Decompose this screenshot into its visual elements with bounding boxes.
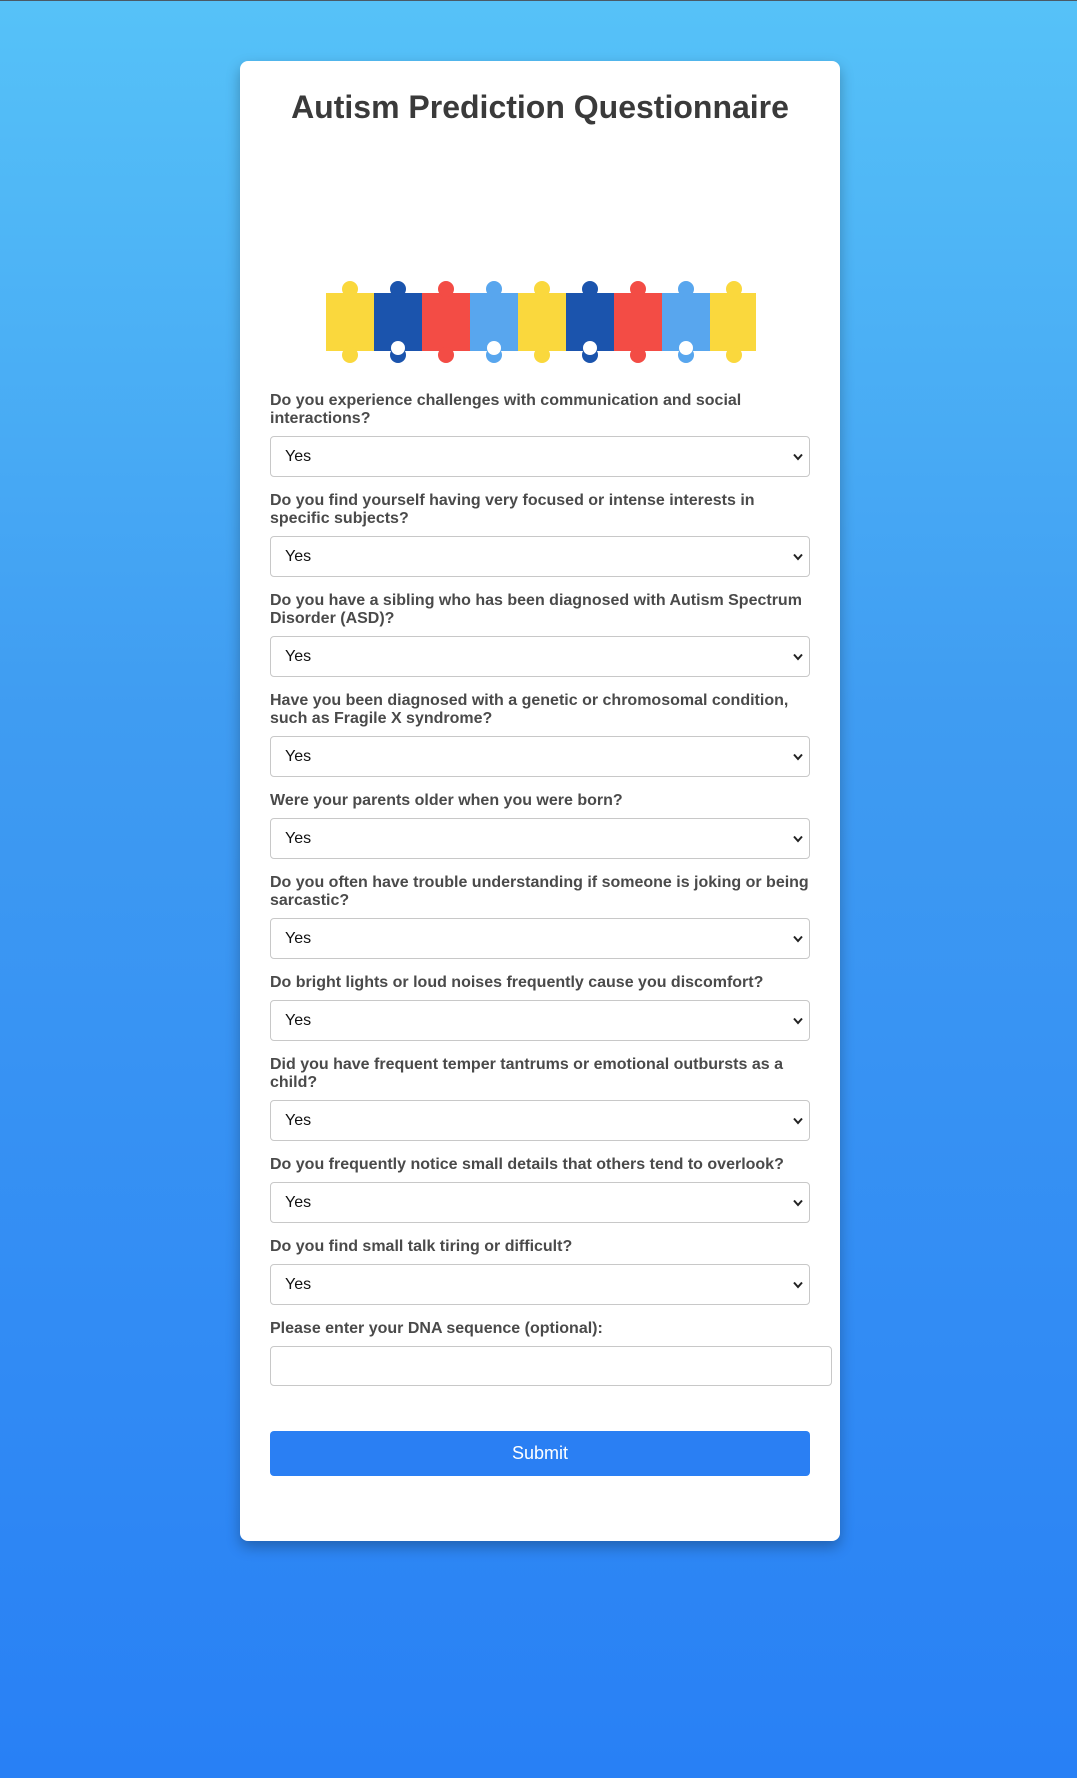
- puzzle-hole: [391, 341, 405, 355]
- question-field: [270, 692, 810, 777]
- question-field: [270, 792, 810, 859]
- dna-sequence-input[interactable]: [270, 1346, 832, 1386]
- page-title: Autism Prediction Questionnaire: [291, 89, 789, 125]
- puzzle-hole: [487, 341, 501, 355]
- question-select[interactable]: [270, 1100, 810, 1141]
- puzzle-hole: [583, 341, 597, 355]
- chevron-down-icon: [791, 1277, 805, 1293]
- chevron-down-icon: [791, 931, 805, 947]
- puzzle-hole: [679, 341, 693, 355]
- select-value: Yes: [285, 1112, 312, 1129]
- question-label: Do you experience challenges with communication and social interactions?: [270, 392, 742, 427]
- question-field: [270, 874, 810, 959]
- question-list: [270, 392, 810, 1305]
- question-label: Were your parents older when you were born?: [270, 792, 623, 809]
- select-value: Yes: [285, 548, 312, 565]
- question-field: [270, 492, 810, 577]
- question-select[interactable]: [270, 436, 810, 477]
- question-select[interactable]: [270, 1264, 810, 1305]
- window-top-border: [0, 0, 1077, 1]
- question-label: Do you find small talk tiring or difficult?: [270, 1238, 573, 1255]
- chevron-down-icon: [791, 549, 805, 565]
- question-field: [270, 1156, 810, 1223]
- chevron-down-icon: [791, 649, 805, 665]
- chevron-down-icon: [791, 1113, 805, 1129]
- question-field: [270, 392, 810, 477]
- question-label: Do you often have trouble understanding if someone is joking or being sarcastic?: [270, 874, 809, 909]
- question-label: Have you been diagnosed with a genetic or chromosomal condition, such as Fragile X syndrome?: [270, 692, 789, 727]
- question-field: [270, 592, 810, 677]
- questionnaire-form: [270, 392, 810, 1476]
- question-field: [270, 974, 810, 1041]
- submit-button[interactable]: Submit: [270, 1431, 810, 1476]
- puzzle-pieces-icon: [324, 211, 756, 371]
- questionnaire-card: [240, 61, 840, 1541]
- select-value: Yes: [285, 1012, 312, 1029]
- select-value: Yes: [285, 748, 312, 765]
- question-label: Do bright lights or loud noises frequently cause you discomfort?: [270, 974, 764, 991]
- dna-label: Please enter your DNA sequence (optional):: [270, 1320, 603, 1337]
- dna-field: [270, 1320, 810, 1386]
- question-select[interactable]: [270, 918, 810, 959]
- chevron-down-icon: [791, 1013, 805, 1029]
- select-value: Yes: [285, 930, 312, 947]
- select-value: Yes: [285, 830, 312, 847]
- question-field: [270, 1056, 810, 1141]
- question-select[interactable]: [270, 536, 810, 577]
- question-label: Did you have frequent temper tantrums or emotional outbursts as a child?: [270, 1056, 783, 1091]
- question-select[interactable]: [270, 736, 810, 777]
- question-field: [270, 1238, 810, 1305]
- select-value: Yes: [285, 1276, 312, 1293]
- question-select[interactable]: [270, 636, 810, 677]
- chevron-down-icon: [791, 831, 805, 847]
- question-label: Do you frequently notice small details that others tend to overlook?: [270, 1156, 784, 1173]
- chevron-down-icon: [791, 449, 805, 465]
- chevron-down-icon: [791, 749, 805, 765]
- chevron-down-icon: [791, 1195, 805, 1211]
- question-label: Do you find yourself having very focused or intense interests in specific subjects?: [270, 492, 755, 527]
- question-select[interactable]: [270, 1000, 810, 1041]
- question-select[interactable]: [270, 1182, 810, 1223]
- question-select[interactable]: [270, 818, 810, 859]
- select-value: Yes: [285, 1194, 312, 1211]
- select-value: Yes: [285, 448, 312, 465]
- puzzle-piece: [710, 281, 756, 363]
- select-value: Yes: [285, 648, 312, 665]
- question-label: Do you have a sibling who has been diagnosed with Autism Spectrum Disorder (ASD)?: [270, 592, 802, 627]
